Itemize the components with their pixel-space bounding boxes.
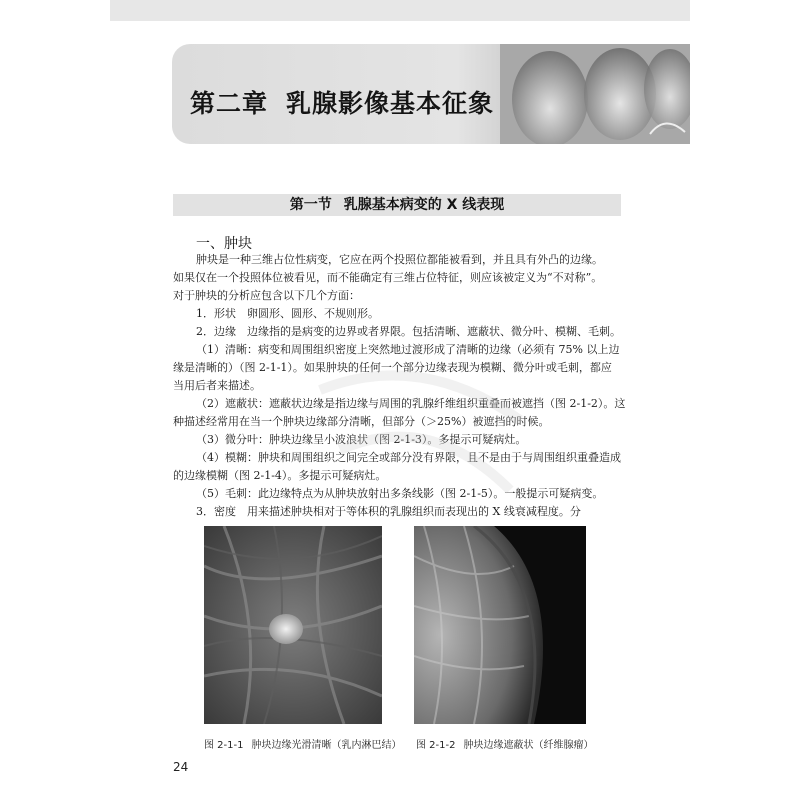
body-line: （5）毛刺：此边缘特点为从肿块放射出多条线影（图 2-1-5）。一般提示可疑病变。	[196, 487, 604, 500]
figure-2-1-2-caption	[416, 736, 593, 751]
figure-caption-text: 肿块边缘遮蔽状（纤维腺瘤）	[463, 740, 594, 751]
section-label: 第一节	[289, 197, 332, 213]
figure-2-1-2-image	[414, 526, 586, 724]
section-title-text: 乳腺基本病变的 X 线表现	[343, 197, 505, 213]
body-line: （2）遮蔽状：遮蔽状边缘是指边缘与周围的乳腺纤维组织重叠而被遮挡（图 2-1-2）。这	[196, 397, 626, 410]
body-line: 2．边缘 边缘指的是病变的边界或者界限。包括清晰、遮蔽状、微分叶、模糊、毛刺。	[196, 325, 621, 338]
figure-2-1-1-caption	[204, 736, 401, 751]
body-line: 缘是清晰的）（图 2-1-1）。如果肿块的任何一个部分边缘表现为模糊、微分叶或毛刺，都应	[173, 361, 612, 374]
section-title	[173, 194, 621, 216]
body-line: 1．形状 卵圆形、圆形、不规则形。	[196, 307, 379, 320]
body-line: （3）微分叶：肿块边缘呈小波浪状（图 2-1-3）。多提示可疑病灶。	[196, 433, 527, 446]
figure-number: 图 2-1-2	[416, 740, 456, 751]
chapter-title-text: 乳腺影像基本征象	[286, 89, 495, 118]
figure-caption-text: 肿块边缘光滑清晰（乳内淋巴结）	[251, 740, 402, 751]
chapter-label: 第二章	[190, 89, 269, 118]
body-line: 3．密度 用来描述肿块相对于等体积的乳腺组织而表现出的 X 线衰减程度。分	[196, 505, 581, 518]
mammogram-collage-decoration	[500, 44, 690, 144]
body-line: 对于肿块的分析应包含以下几个方面：	[173, 289, 360, 302]
chapter-title	[190, 84, 494, 120]
subheading-mass: 一、肿块	[196, 236, 252, 252]
body-line: 种描述经常用在当一个肿块边缘部分清晰，但部分（＞25%）被遮挡的时候。	[173, 415, 550, 428]
page-number: 24	[173, 760, 189, 774]
figure-number: 图 2-1-1	[204, 740, 244, 751]
body-line: 的边缘模糊（图 2-1-4）。多提示可疑病灶。	[173, 469, 387, 482]
body-line: 肿块是一种三维占位性病变，它应在两个投照位都能被看到，并且具有外凸的边缘。	[196, 253, 603, 266]
figure-2-1-1-image	[204, 526, 382, 724]
body-line: （1）清晰：病变和周围组织密度上突然地过渡形成了清晰的边缘（必须有 75% 以上边	[196, 343, 620, 356]
body-line: （4）模糊：肿块和周围组织之间完全或部分没有界限，且不是由于与周围组织重叠造成	[196, 451, 621, 464]
top-header-bar	[110, 0, 690, 21]
body-line: 如果仅在一个投照体位被看见，而不能确定有三维占位特征，则应该被定义为“不对称”。	[173, 271, 603, 284]
body-line: 当用后者来描述。	[173, 379, 261, 392]
